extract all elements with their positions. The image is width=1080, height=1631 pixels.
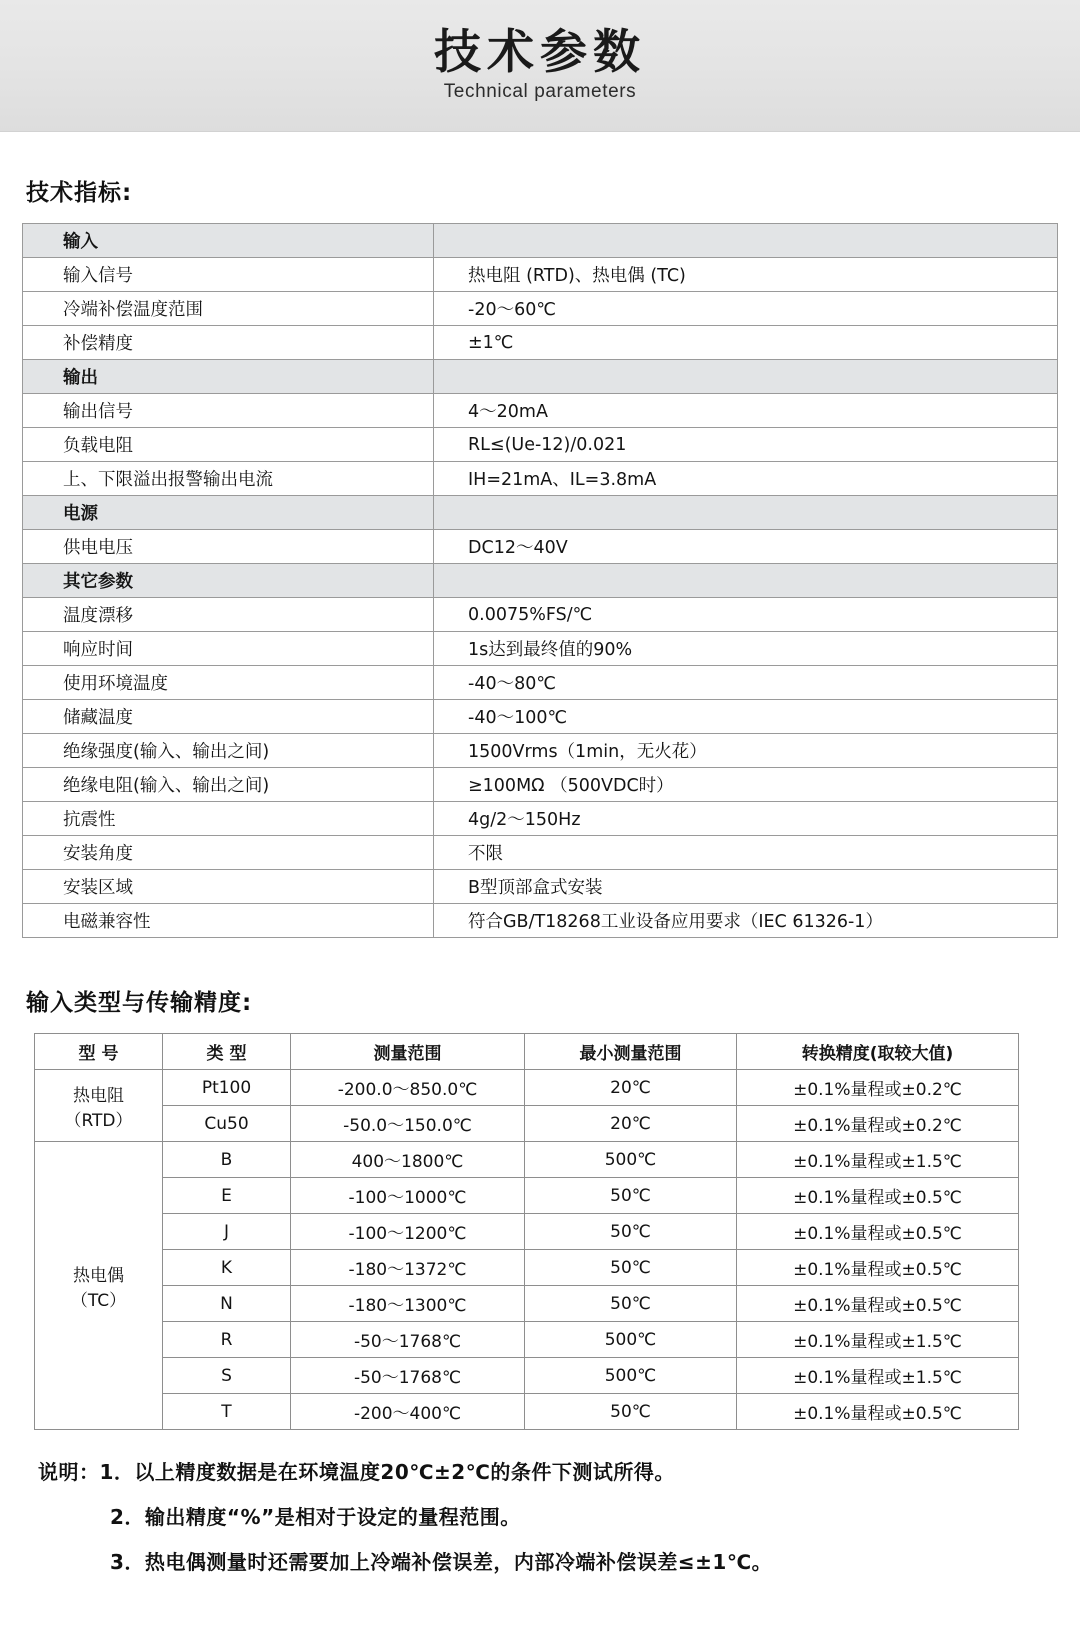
column-header: 转换精度(取较大值) bbox=[737, 1034, 1019, 1070]
spec-row-label: 输出 bbox=[23, 360, 434, 394]
column-header: 类 型 bbox=[163, 1034, 291, 1070]
spec-row-value bbox=[434, 564, 1058, 598]
table-row bbox=[35, 1394, 1019, 1430]
spec-row-label: 输入信号 bbox=[23, 258, 434, 292]
page-banner bbox=[0, 0, 1080, 132]
table-row bbox=[35, 1106, 1019, 1142]
table-row bbox=[23, 666, 1058, 700]
sensor-model-name: 热电阻 bbox=[73, 1085, 124, 1106]
spec-row-value: DC12～40V bbox=[434, 530, 1058, 564]
measuring-range-cell: -50～1768℃ bbox=[291, 1358, 525, 1394]
table-row bbox=[23, 394, 1058, 428]
spec-row-label: 储藏温度 bbox=[23, 700, 434, 734]
table-row bbox=[23, 836, 1058, 870]
accuracy-section-heading: 输入类型与传输精度: bbox=[26, 990, 253, 1016]
measuring-range-cell: 400～1800℃ bbox=[291, 1142, 525, 1178]
note-line-2: 2．输出精度“%”是相对于设定的量程范围。 bbox=[110, 1505, 521, 1529]
table-row bbox=[23, 632, 1058, 666]
spec-row-label: 电源 bbox=[23, 496, 434, 530]
spec-row-value: IH=21mA、IL=3.8mA bbox=[434, 462, 1058, 496]
spec-row-value: 1500Vrms（1min，无火花） bbox=[434, 734, 1058, 768]
spec-section-heading: 技术指标: bbox=[26, 180, 133, 206]
measuring-range-cell: -100～1200℃ bbox=[291, 1214, 525, 1250]
accuracy-cell: ±0.1%量程或±0.2℃ bbox=[737, 1106, 1019, 1142]
min-range-cell: 50℃ bbox=[525, 1214, 737, 1250]
table-row bbox=[35, 1214, 1019, 1250]
spec-row-label: 其它参数 bbox=[23, 564, 434, 598]
measuring-range-cell: -50.0～150.0℃ bbox=[291, 1106, 525, 1142]
spec-row-label: 输入 bbox=[23, 224, 434, 258]
measuring-range-cell: -180～1300℃ bbox=[291, 1286, 525, 1322]
banner-title-cn: 技术参数 bbox=[434, 24, 646, 80]
accuracy-cell: ±0.1%量程或±1.5℃ bbox=[737, 1142, 1019, 1178]
sensor-type-cell: T bbox=[163, 1394, 291, 1430]
spec-group-row bbox=[23, 564, 1058, 598]
table-row bbox=[35, 1142, 1019, 1178]
accuracy-cell: ±0.1%量程或±0.5℃ bbox=[737, 1214, 1019, 1250]
notes-block bbox=[0, 1456, 1080, 1575]
table-row bbox=[23, 258, 1058, 292]
min-range-cell: 500℃ bbox=[525, 1322, 737, 1358]
sensor-model-cell bbox=[35, 1070, 163, 1142]
note-line-3: 3．热电偶测量时还需要加上冷端补偿误差，内部冷端补偿误差≤±1℃。 bbox=[110, 1550, 773, 1574]
spec-row-label: 响应时间 bbox=[23, 632, 434, 666]
spec-row-value bbox=[434, 496, 1058, 530]
spec-row-value: 1s达到最终值的90% bbox=[434, 632, 1058, 666]
spec-row-value: RL≤(Ue-12)/0.021 bbox=[434, 428, 1058, 462]
spec-row-value: 不限 bbox=[434, 836, 1058, 870]
measuring-range-cell: -100～1000℃ bbox=[291, 1178, 525, 1214]
min-range-cell: 20℃ bbox=[525, 1106, 737, 1142]
spec-row-value: -40～80℃ bbox=[434, 666, 1058, 700]
min-range-cell: 20℃ bbox=[525, 1070, 737, 1106]
note-line-1: 说明：1．以上精度数据是在环境温度20℃±2℃的条件下测试所得。 bbox=[38, 1460, 675, 1484]
min-range-cell: 500℃ bbox=[525, 1142, 737, 1178]
sensor-model-abbr: （TC） bbox=[70, 1290, 127, 1311]
spec-row-value: ±1℃ bbox=[434, 326, 1058, 360]
spec-row-value: -20～60℃ bbox=[434, 292, 1058, 326]
table-row bbox=[35, 1322, 1019, 1358]
table-row bbox=[23, 700, 1058, 734]
table-row bbox=[23, 870, 1058, 904]
spec-row-label: 安装角度 bbox=[23, 836, 434, 870]
min-range-cell: 500℃ bbox=[525, 1358, 737, 1394]
spec-row-label: 补偿精度 bbox=[23, 326, 434, 360]
accuracy-cell: ±0.1%量程或±1.5℃ bbox=[737, 1322, 1019, 1358]
spec-row-label: 上、下限溢出报警输出电流 bbox=[23, 462, 434, 496]
table-row bbox=[23, 734, 1058, 768]
sensor-model-name: 热电偶 bbox=[73, 1265, 124, 1286]
spec-row-label: 负载电阻 bbox=[23, 428, 434, 462]
accuracy-cell: ±0.1%量程或±1.5℃ bbox=[737, 1358, 1019, 1394]
sensor-model-cell bbox=[35, 1142, 163, 1430]
spec-row-value bbox=[434, 224, 1058, 258]
table-row bbox=[23, 598, 1058, 632]
spec-row-label: 抗震性 bbox=[23, 802, 434, 836]
sensor-type-cell: S bbox=[163, 1358, 291, 1394]
measuring-range-cell: -200～400℃ bbox=[291, 1394, 525, 1430]
spec-row-value: -40～100℃ bbox=[434, 700, 1058, 734]
accuracy-cell: ±0.1%量程或±0.2℃ bbox=[737, 1070, 1019, 1106]
spec-row-value: B型顶部盒式安装 bbox=[434, 870, 1058, 904]
table-row bbox=[23, 904, 1058, 938]
spec-row-label: 输出信号 bbox=[23, 394, 434, 428]
table-row bbox=[23, 292, 1058, 326]
spec-row-label: 温度漂移 bbox=[23, 598, 434, 632]
spec-row-label: 电磁兼容性 bbox=[23, 904, 434, 938]
sensor-type-cell: Pt100 bbox=[163, 1070, 291, 1106]
table-row bbox=[23, 530, 1058, 564]
spec-row-label: 绝缘强度(输入、输出之间) bbox=[23, 734, 434, 768]
banner-title-en: Technical parameters bbox=[443, 81, 637, 103]
accuracy-cell: ±0.1%量程或±0.5℃ bbox=[737, 1286, 1019, 1322]
min-range-cell: 50℃ bbox=[525, 1286, 737, 1322]
table-row bbox=[35, 1286, 1019, 1322]
spec-row-value: 4g/2～150Hz bbox=[434, 802, 1058, 836]
sensor-model-abbr: （RTD） bbox=[64, 1110, 133, 1131]
min-range-cell: 50℃ bbox=[525, 1250, 737, 1286]
spec-row-label: 安装区域 bbox=[23, 870, 434, 904]
table-row bbox=[23, 802, 1058, 836]
spec-row-value: 4～20mA bbox=[434, 394, 1058, 428]
spec-row-value: 热电阻 (RTD)、热电偶 (TC) bbox=[434, 258, 1058, 292]
min-range-cell: 50℃ bbox=[525, 1178, 737, 1214]
spec-group-row bbox=[23, 496, 1058, 530]
column-header: 型 号 bbox=[35, 1034, 163, 1070]
measuring-range-cell: -180～1372℃ bbox=[291, 1250, 525, 1286]
measuring-range-cell: -50～1768℃ bbox=[291, 1322, 525, 1358]
table-row bbox=[35, 1358, 1019, 1394]
column-header: 测量范围 bbox=[291, 1034, 525, 1070]
table-row bbox=[23, 768, 1058, 802]
sensor-type-cell: E bbox=[163, 1178, 291, 1214]
table-row bbox=[23, 428, 1058, 462]
spec-group-row bbox=[23, 360, 1058, 394]
min-range-cell: 50℃ bbox=[525, 1394, 737, 1430]
spec-row-value bbox=[434, 360, 1058, 394]
spec-table-wrapper bbox=[22, 223, 1058, 938]
footer-spacer bbox=[0, 1591, 1080, 1631]
spec-group-row bbox=[23, 224, 1058, 258]
accuracy-header-row bbox=[35, 1034, 1019, 1070]
accuracy-table bbox=[34, 1033, 1019, 1430]
spec-table bbox=[22, 223, 1058, 938]
accuracy-cell: ±0.1%量程或±0.5℃ bbox=[737, 1250, 1019, 1286]
spec-row-label: 冷端补偿温度范围 bbox=[23, 292, 434, 326]
column-header: 最小测量范围 bbox=[525, 1034, 737, 1070]
table-row bbox=[35, 1250, 1019, 1286]
spec-row-value: 符合GB/T18268工业设备应用要求（IEC 61326-1） bbox=[434, 904, 1058, 938]
table-row bbox=[35, 1070, 1019, 1106]
sensor-type-cell: B bbox=[163, 1142, 291, 1178]
spec-row-label: 使用环境温度 bbox=[23, 666, 434, 700]
accuracy-cell: ±0.1%量程或±0.5℃ bbox=[737, 1394, 1019, 1430]
table-row bbox=[23, 326, 1058, 360]
sensor-type-cell: Cu50 bbox=[163, 1106, 291, 1142]
sensor-type-cell: J bbox=[163, 1214, 291, 1250]
sensor-type-cell: R bbox=[163, 1322, 291, 1358]
sensor-type-cell: K bbox=[163, 1250, 291, 1286]
spec-row-label: 供电电压 bbox=[23, 530, 434, 564]
table-row bbox=[23, 462, 1058, 496]
spec-row-value: 0.0075%FS/℃ bbox=[434, 598, 1058, 632]
spec-row-value: ≥100MΩ （500VDC时） bbox=[434, 768, 1058, 802]
sensor-type-cell: N bbox=[163, 1286, 291, 1322]
spec-row-label: 绝缘电阻(输入、输出之间) bbox=[23, 768, 434, 802]
measuring-range-cell: -200.0～850.0℃ bbox=[291, 1070, 525, 1106]
accuracy-cell: ±0.1%量程或±0.5℃ bbox=[737, 1178, 1019, 1214]
table-row bbox=[35, 1178, 1019, 1214]
